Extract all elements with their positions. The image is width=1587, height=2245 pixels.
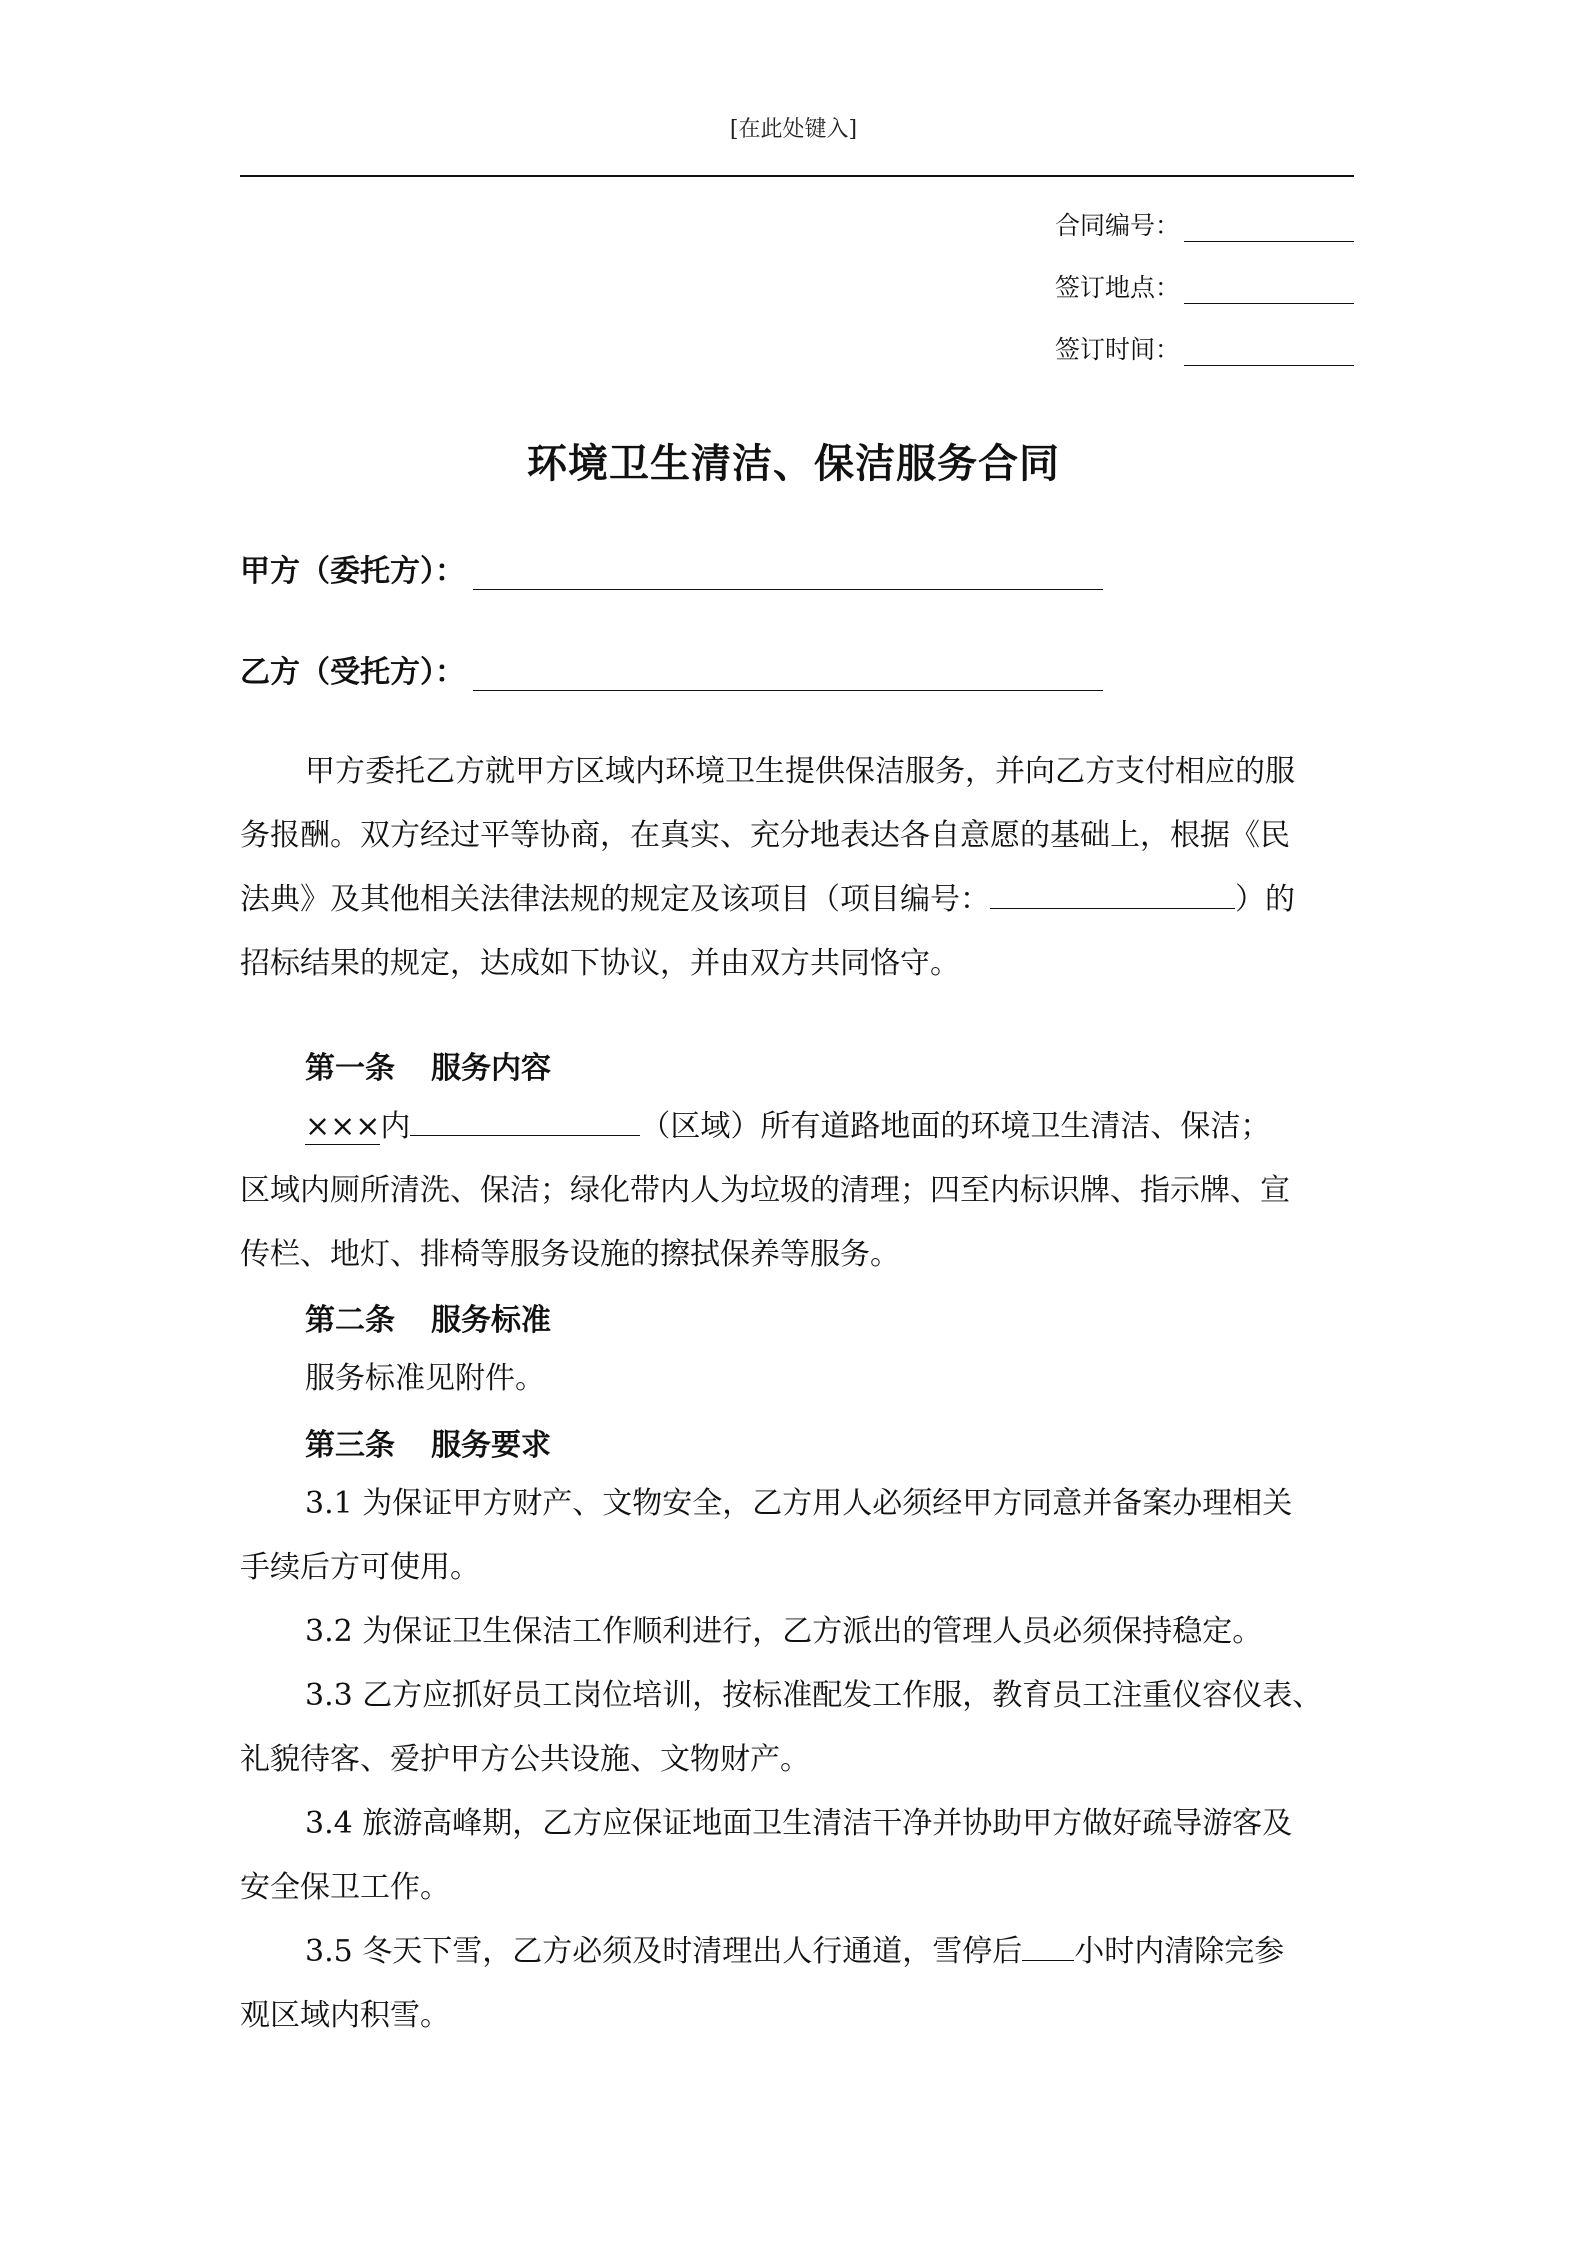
party-b-blank[interactable]	[473, 656, 1103, 691]
preamble-line: 招标结果的规定，达成如下协议，并由双方共同恪守。	[240, 946, 960, 981]
article-line-text: （区域）所有道路地面的环境卫生清洁、保洁；	[640, 1109, 1271, 1144]
sign-place-row	[1055, 268, 1354, 304]
article-line	[240, 1095, 1354, 1159]
area-blank[interactable]	[410, 1095, 640, 1136]
preamble-paragraph	[240, 740, 1354, 996]
article-line: 服务标准见附件。	[305, 1361, 545, 1396]
article-3-heading	[305, 1420, 551, 1464]
preamble-line	[240, 868, 1354, 932]
article-number: 第三条	[305, 1428, 395, 1463]
article-1-heading	[305, 1043, 551, 1087]
article-number: 第二条	[305, 1303, 395, 1338]
clause-3-4-line: 安全保卫工作。	[240, 1870, 450, 1905]
clause-3-3-line: 3.3 乙方应抓好员工岗位培训，按标准配发工作服，教育员工注重仪容仪表、	[305, 1678, 1323, 1713]
preamble-line: 甲方委托乙方就甲方区域内环境卫生提供保洁服务，并向乙方支付相应的服	[305, 754, 1295, 789]
preamble-line-text: 法典》及其他相关法律法规的规定及该项目（项目编号：	[240, 882, 990, 917]
article-3-body	[240, 1472, 1354, 2048]
article-1-body	[240, 1095, 1354, 1287]
sign-place-label: 签订地点：	[1054, 273, 1180, 302]
project-number-blank[interactable]	[990, 868, 1235, 909]
contract-number-blank[interactable]	[1184, 213, 1354, 242]
article-2-body	[240, 1347, 1354, 1411]
article-2-heading	[305, 1295, 551, 1339]
clause-3-1-line: 3.1 为保证甲方财产、文物安全，乙方用人必须经甲方同意并备案办理相关	[305, 1486, 1293, 1521]
area-name-placeholder: ×××	[305, 1109, 381, 1144]
clause-3-5-line: 观区域内积雪。	[240, 1998, 450, 2033]
preamble-line: 务报酬。双方经过平等协商，在真实、充分地表达各自意愿的基础上，根据《民	[240, 818, 1290, 853]
snow-hours-blank[interactable]	[1022, 1920, 1074, 1961]
party-a-label: 甲方（委托方）：	[240, 554, 465, 589]
article-line-text: 内	[380, 1109, 411, 1144]
party-a-row	[240, 546, 1103, 590]
party-b-row	[240, 647, 1103, 691]
sign-time-blank[interactable]	[1184, 337, 1354, 366]
contract-number-label: 合同编号：	[1054, 211, 1180, 240]
article-number: 第一条	[305, 1051, 395, 1086]
clause-3-5-text: 3.5 冬天下雪，乙方必须及时清理出人行通道，雪停后	[305, 1934, 1023, 1969]
contract-number-row	[1055, 206, 1354, 242]
article-line: 传栏、地灯、排椅等服务设施的擦拭保养等服务。	[240, 1237, 900, 1272]
clause-3-4-line: 3.4 旅游高峰期，乙方应保证地面卫生清洁干净并协助甲方做好疏导游客及	[305, 1806, 1293, 1841]
clause-3-1-line: 手续后方可使用。	[240, 1550, 480, 1585]
sign-place-blank[interactable]	[1184, 275, 1354, 304]
article-title: 服务要求	[431, 1428, 551, 1463]
document-title: 环境卫生清洁、保洁服务合同	[527, 440, 1060, 487]
party-b-label: 乙方（受托方）：	[240, 655, 465, 690]
party-a-blank[interactable]	[473, 555, 1103, 590]
article-line: 区域内厕所清洗、保洁；绿化带内人为垃圾的清理；四至内标识牌、指示牌、宣	[240, 1173, 1290, 1208]
clause-3-3-line: 礼貌待客、爱护甲方公共设施、文物财产。	[240, 1742, 810, 1777]
sign-time-row	[1055, 330, 1354, 366]
clause-3-5-line	[240, 1920, 1354, 1984]
clause-3-5-text: 小时内清除完参	[1074, 1934, 1285, 1969]
preamble-line-text: ）的	[1235, 882, 1295, 917]
page-header-placeholder: [在此处键入]	[729, 117, 858, 142]
sign-time-label: 签订时间：	[1054, 335, 1180, 364]
clause-3-2-line: 3.2 为保证卫生保洁工作顺利进行，乙方派出的管理人员必须保持稳定。	[305, 1614, 1263, 1649]
header-rule	[240, 175, 1354, 177]
article-title: 服务内容	[431, 1051, 551, 1086]
article-title: 服务标准	[431, 1303, 551, 1338]
